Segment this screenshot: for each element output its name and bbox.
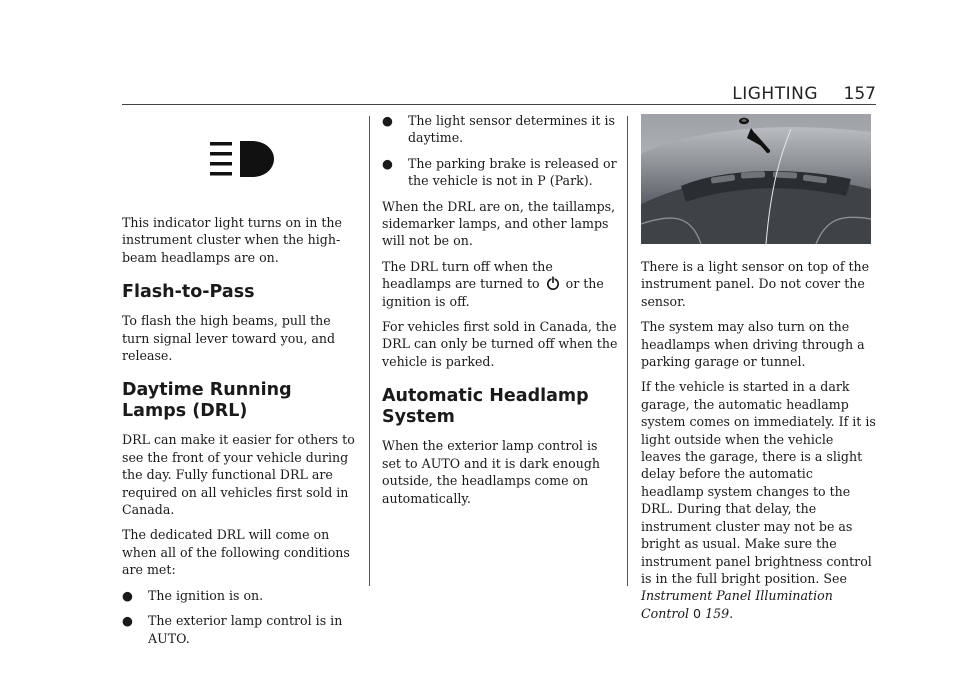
page-arrow-icon: 0 [693,605,702,621]
garage-text: The system may also turn on the headlamps when driving through a parking garage or tunnel. [641,319,865,370]
drl-paragraph-2: The dedicated DRL will come on when all of the following conditions are met: [122,527,350,578]
indicator-text: This indicator light turns on in the instrument cluster when the high-beam headlamps are on. [122,215,342,265]
flash-text: To flash the high beams, pull the turn signal lever toward you, and release. [122,313,336,364]
list-item: ● The ignition is on. [122,587,264,603]
section-title: LIGHTING [732,84,818,104]
header-rule [122,104,876,105]
column-1 [122,116,358,655]
heading-flash-to-pass: Flash-to-Pass [122,282,255,303]
column-divider-2 [627,116,628,586]
bullet-icon: ● [382,155,393,171]
page-header [122,84,876,104]
page-number: 157 [843,84,876,104]
high-beam-indicator-icon [210,134,276,192]
column-3 [641,114,877,630]
column-2 [382,112,618,515]
column-divider-1 [369,116,370,586]
power-off-icon [546,276,560,290]
sensor-text: There is a light sensor on top of the instrument panel. Do not cover the sensor. [641,259,870,309]
drl-off-text: The DRL turn off when the headlamps are turned to or the ignition is off. [382,258,604,309]
bullet-icon: ● [382,113,393,128]
drl-paragraph-1: DRL can make it easier for others to see the front of your vehicle during the day. Fully functional DRL are required on all vehicles first sold in Canada. [122,432,355,518]
heading-automatic-headlamp: Automatic Headlamp System [382,386,589,428]
heading-drl: Daytime Running Lamps (DRL) [122,380,292,422]
cross-reference-link[interactable]: Instrument Panel Illumination Control 0 159 [641,588,833,621]
bullet-icon: ● [122,587,133,603]
drl-on-text: When the DRL are on, the taillamps, sidemarker lamps, and other lamps will not be on. [382,198,616,249]
canada-text: For vehicles first sold in Canada, the DRL can only be turned off when the vehicle is parked. [382,319,618,369]
auto-text: When the exterior lamp control is set to AUTO and it is dark enough outside, the headlamps come on automatically. [382,438,600,506]
list-item: ● The parking brake is released or the vehicle is not in P (Park). [382,155,617,189]
light-sensor-photo [641,114,871,244]
bullet-icon: ● [122,613,133,629]
dark-garage-text: If the vehicle is started in a dark garage, the automatic headlamp system comes on immediately. If it is light outside when the vehicle leaves the garage, there is a slight delay before the automatic headlamp system changes to the DRL. During that delay, the instrument cluster may not be as bright as usual. Make sure the instrument panel brightness control is in the full bright position. See Instrument Panel Illumination Control 0 159. [641,379,876,621]
list-item: ● The exterior lamp control is in AUTO. [122,613,343,646]
list-item: ● The light sensor determines it is daytime. [382,113,615,146]
